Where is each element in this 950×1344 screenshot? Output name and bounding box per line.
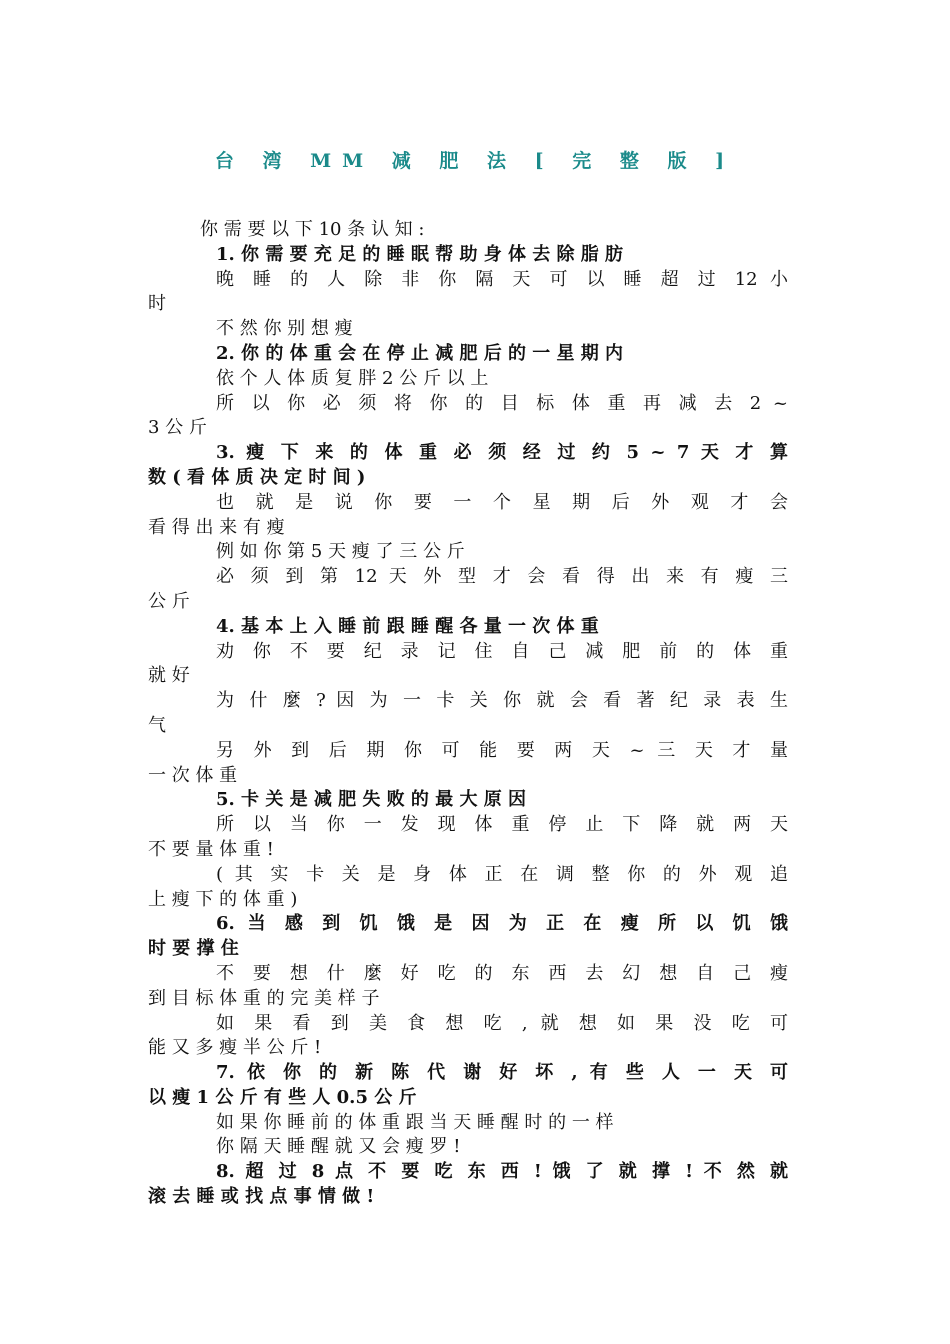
heading-line: 4. 基 本 上 入 睡 前 跟 睡 醒 各 量 一 次 体 重 <box>216 615 599 637</box>
heading-line: 滚 去 睡 或 找 点 事 情 做 ! <box>148 1186 375 1208</box>
body-line: 你 隔 天 睡 醒 就 又 会 瘦 罗 ! <box>216 1136 461 1158</box>
body-line: 就 好 <box>148 665 190 687</box>
body-line: 也 就 是 说 你 要 一 个 星 期 后 外 观 才 会 <box>216 491 788 513</box>
body-line: 不 要 量 体 重 ! <box>148 838 274 860</box>
body-line: 所 以 你 必 须 将 你 的 目 标 体 重 再 减 去 2 ~ <box>216 392 788 414</box>
heading-line: 3. 瘦 下 来 的 体 重 必 须 经 过 约 5 ~ 7 天 才 算 <box>216 442 788 464</box>
body-line: 依 个 人 体 质 复 胖 2 公 斤 以 上 <box>216 367 489 389</box>
body-line: 看 得 出 来 有 瘦 <box>148 516 285 538</box>
body-line: 气 <box>148 714 166 736</box>
heading-line: 时 要 撑 住 <box>148 938 239 960</box>
document-body <box>148 218 788 1210</box>
body-line: 能 又 多 瘦 半 公 斤 ! <box>148 1037 322 1059</box>
body-line: 上 瘦 下 的 体 重 ) <box>148 888 298 910</box>
heading-line: 数 ( 看 体 质 决 定 时 间 ) <box>148 466 366 488</box>
body-line: 劝 你 不 要 纪 录 记 住 自 己 减 肥 前 的 体 重 <box>216 640 788 662</box>
body-line: 晚 睡 的 人 除 非 你 隔 天 可 以 睡 超 过 12 小 <box>216 268 788 290</box>
heading-line: 7. 依 你 的 新 陈 代 谢 好 坏 , 有 些 人 一 天 可 <box>216 1062 788 1084</box>
document-title: 台 湾 MM 减 肥 法 [ 完 整 版 ] <box>214 150 736 172</box>
heading-line: 以 瘦 1 公 斤 有 些 人 0.5 公 斤 <box>148 1086 417 1108</box>
intro-line: 你 需 要 以 下 10 条 认 知 : <box>200 219 425 240</box>
body-line: 到 目 标 体 重 的 完 美 样 子 <box>148 987 380 1009</box>
heading-line: 2. 你 的 体 重 会 在 停 止 减 肥 后 的 一 星 期 内 <box>216 342 624 364</box>
body-line: ( 其 实 卡 关 是 身 体 正 在 调 整 你 的 外 观 追 <box>216 863 788 885</box>
heading-line: 8. 超 过 8 点 不 要 吃 东 西 ! 饿 了 就 撑 ! 不 然 就 <box>216 1161 788 1183</box>
body-line: 必 须 到 第 12 天 外 型 才 会 看 得 出 来 有 瘦 三 <box>216 566 788 588</box>
body-line: 一 次 体 重 <box>148 764 238 786</box>
body-line: 不 然 你 别 想 瘦 <box>216 318 353 340</box>
body-line: 如 果 看 到 美 食 想 吃 , 就 想 如 果 没 吃 可 <box>216 1012 788 1034</box>
body-line: 例 如 你 第 5 天 瘦 了 三 公 斤 <box>216 541 465 563</box>
text-lines <box>148 243 788 1210</box>
body-line: 如 果 你 睡 前 的 体 重 跟 当 天 睡 醒 时 的 一 样 <box>216 1111 614 1133</box>
body-line: 所 以 当 你 一 发 现 体 重 停 止 下 降 就 两 天 <box>216 814 788 836</box>
body-line: 时 <box>148 293 166 315</box>
body-line: 3 公 斤 <box>148 417 207 439</box>
heading-line: 1. 你 需 要 充 足 的 睡 眠 帮 助 身 体 去 除 脂 肪 <box>216 243 624 265</box>
body-line: 为 什 麼 ? 因 为 一 卡 关 你 就 会 看 著 纪 录 表 生 <box>216 690 788 712</box>
heading-line: 6. 当 感 到 饥 饿 是 因 为 正 在 瘦 所 以 饥 饿 <box>216 913 788 935</box>
body-line: 另 外 到 后 期 你 可 能 要 两 天 ~ 三 天 才 量 <box>216 739 788 761</box>
body-line: 公 斤 <box>148 590 190 612</box>
heading-line: 5. 卡 关 是 减 肥 失 败 的 最 大 原 因 <box>216 789 526 811</box>
body-line: 不 要 想 什 麼 好 吃 的 东 西 去 幻 想 自 己 瘦 <box>216 962 788 984</box>
